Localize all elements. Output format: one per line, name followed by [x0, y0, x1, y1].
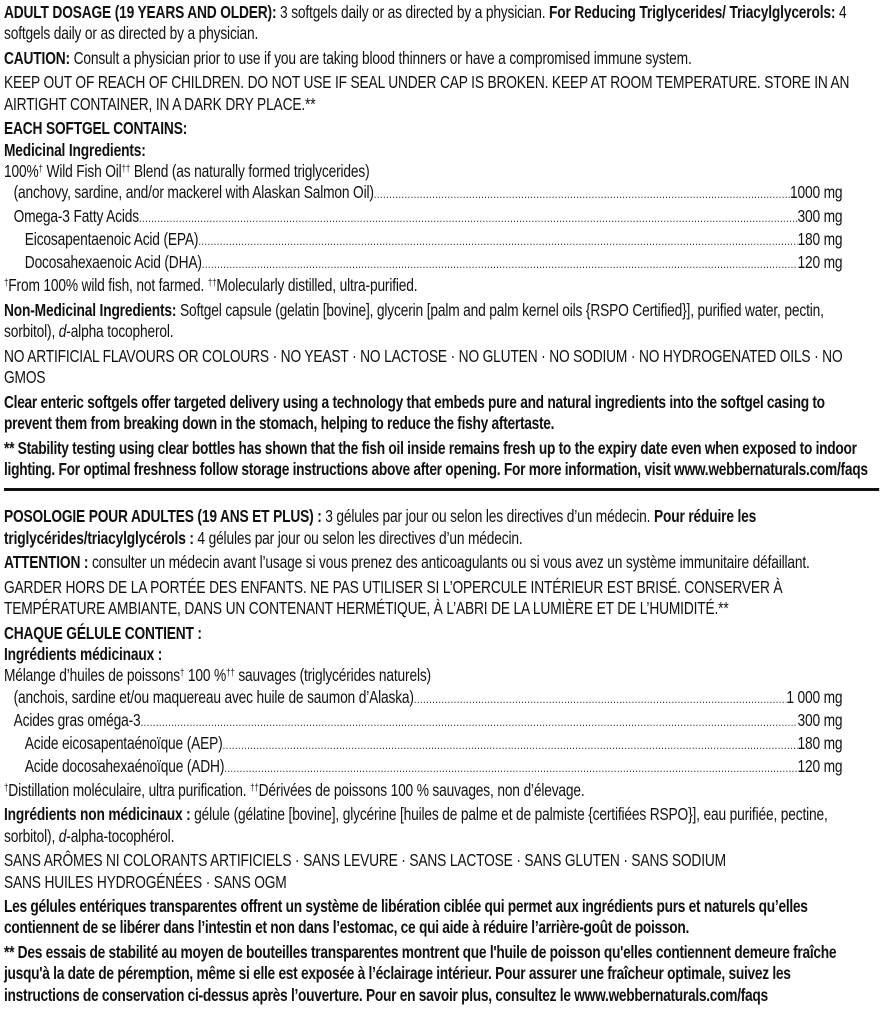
ingredient-amount: 180 mg — [797, 228, 843, 249]
ingredient-label: Docosahexaenoic Acid (DHA) — [24, 252, 202, 273]
non-medicinal-text-fr: gélule (gélatine [bovine], glycérine [huiles de palme et de palmiste {certifiées RSPO}], eau purifiée, pectine, sorbitol), — [4, 804, 828, 846]
double-dagger-mark: †† — [250, 782, 259, 794]
caution-text-fr: consulter un médecin avant l’usage si vous prenez des anticoagulants ou si vous avez un système immunitaire défaillant. — [88, 552, 810, 573]
double-dagger-mark: †† — [207, 278, 217, 290]
footnote-fr — [4, 780, 868, 801]
dagger-mark: † — [38, 163, 43, 175]
caution-label-fr: ATTENTION : — [4, 552, 89, 573]
ingredient-label: (anchois, sardine et/ou maquereau avec huile de saumon d’Alaska) — [13, 686, 414, 707]
non-medicinal-text-end: -alpha tocopherol. — [66, 321, 174, 342]
dagger-mark: † — [179, 668, 185, 680]
non-medicinal-text-end-fr: -alpha-tocophérol. — [66, 825, 175, 846]
non-medicinal-paragraph-fr — [4, 804, 868, 847]
stability-note-fr: ** Des essais de stabilité au moyen de bouteilles transparentes montrent que l'huile de poisson qu'elles contiennent demeure fraîche jusqu'à la date de péremption, même si elle est exposée à l’éclairage intérieur. Pour assurer une fraîcheur optimale, suivez les instructions de conservation ci-dessus après l’ouverture. Pour en savoir plus, consultez le www.webbernaturals.com/faqs — [4, 942, 837, 1005]
dosage-text-fr: 3 gélules par jour ou selon les directives d’un médecin. — [321, 506, 654, 527]
blend-description: sauvages (triglycérides naturels) — [234, 665, 431, 686]
free-from-line-1: SANS ARÔMES NI COLORANTS ARTIFICIELS · SANS LEVURE · SANS LACTOSE · SANS GLUTEN · SANS SODIUM — [4, 850, 726, 871]
non-medicinal-italic-fr: d — [58, 825, 67, 846]
each-softgel-heading-fr: CHAQUE GÉLULE CONTIENT : — [4, 622, 202, 643]
leader-dots — [374, 184, 790, 205]
footnote — [4, 275, 868, 296]
non-medicinal-paragraph — [4, 300, 868, 343]
triglyceride-dosage-label: For Reducing Triglycerides/ Triacylglycerols: — [549, 2, 836, 22]
storage-warning-fr: GARDER HORS DE LA PORTÉE DES ENFANTS. NE PAS UTILISER SI L’OPERCULE INTÉRIEUR EST BRISÉ. CONSERVER À TEMPÉRATURE AMBIANTE, DANS UN CONTENANT HERMÉTIQUE, À L’ABRI DE LA LUMIÈRE ET DE L’HUMIDITÉ.** — [4, 576, 783, 619]
triglyceride-dosage-label-fr: Pour réduire les triglycérides/triacylglycérols : — [4, 506, 757, 548]
ingredient-amount: 120 mg — [797, 252, 843, 273]
blend-line-fr — [4, 665, 842, 686]
ingredient-row — [4, 733, 842, 756]
stability-note: ** Stability testing using clear bottles has shown that the fish oil inside remains fresh up to the expiry date even when exposed to indoor lighting. For optimal freshness follow storage instructions above after opening. For more information, visit www.webbernaturals.com/faqs — [4, 437, 868, 480]
leader-dots — [223, 735, 798, 756]
blend-name: Wild Fish Oil — [42, 160, 122, 181]
free-from-list: NO ARTIFICIAL FLAVOURS OR COLOURS · NO YEAST · NO LACTOSE · NO GLUTEN · NO SODIUM · NO HYDROGENATED OILS · NO GMOS — [4, 345, 843, 388]
leader-dots — [202, 254, 798, 275]
ingredient-label: Eicosapentaenoic Acid (EPA) — [24, 228, 199, 249]
leader-dots — [140, 712, 797, 733]
ingredient-amount: 120 mg — [797, 756, 843, 777]
leader-dots — [139, 208, 798, 229]
triglyceride-dosage-text-fr: 4 gélules par jour ou selon les directives d’un médecin. — [193, 527, 523, 548]
footnote-text: Distillation moléculaire, ultra purification. — [8, 779, 251, 800]
ingredient-row — [4, 206, 842, 229]
each-softgel-heading: EACH SOFTGEL CONTAINS: — [4, 118, 188, 139]
leader-dots — [414, 689, 787, 710]
dosage-label: ADULT DOSAGE (19 YEARS AND OLDER): — [4, 2, 277, 22]
medicinal-ingredients-heading: Medicinal Ingredients: — [4, 139, 146, 160]
triglyceride-dosage-text: 4 softgels daily or as directed by a physician. — [4, 2, 847, 44]
dosage-paragraph-fr — [4, 506, 868, 549]
ingredient-label: Acides gras oméga-3 — [13, 709, 141, 730]
ingredient-amount: 300 mg — [797, 709, 843, 730]
non-medicinal-text: Softgel capsule (gelatin [bovine], glycerin [palm and palm kernel oils {RSPO Certified}], purified water, pectin, sorbitol), — [4, 300, 824, 342]
leader-dots — [198, 231, 797, 252]
caution-label: CAUTION: — [4, 47, 70, 68]
dagger-mark: † — [4, 278, 9, 290]
dosage-label-fr: POSOLOGIE POUR ADULTES (19 ANS ET PLUS) : — [4, 506, 322, 527]
double-dagger-mark: †† — [121, 163, 131, 175]
ingredient-row — [4, 710, 842, 733]
blend-name: Mélange d’huiles de poissons — [4, 665, 180, 686]
ingredient-amount: 1000 mg — [790, 182, 843, 203]
blend-description: Blend (as naturally formed triglycerides) — [130, 160, 370, 181]
section-divider — [4, 488, 879, 491]
footnote-text: Dérivées de poissons 100 % sauvages, non d’élevage. — [258, 779, 585, 800]
blend-percent: 100% — [4, 160, 39, 181]
dosage-text: 3 softgels daily or as directed by a physician. — [276, 2, 550, 22]
double-dagger-mark: †† — [226, 668, 235, 680]
caution-paragraph-fr — [4, 552, 868, 573]
footnote-text: Molecularly distilled, ultra-purified. — [216, 275, 418, 296]
blend-percent: 100 % — [184, 665, 227, 686]
free-from-list-fr — [4, 850, 868, 893]
ingredient-row — [4, 229, 842, 252]
dagger-mark: † — [4, 782, 9, 794]
leader-dots — [224, 758, 797, 779]
ingredient-row — [4, 687, 842, 710]
ingredient-label: Acide eicosapentaénoïque (AEP) — [24, 733, 223, 754]
blend-line — [4, 161, 842, 182]
storage-warning: KEEP OUT OF REACH OF CHILDREN. DO NOT USE IF SEAL UNDER CAP IS BROKEN. KEEP AT ROOM TEMPERATURE. STORE IN AN AIRTIGHT CONTAINER, IN A DARK DRY PLACE.** — [4, 72, 850, 114]
dosage-paragraph — [4, 2, 868, 45]
non-medicinal-label: Non-Medicinal Ingredients: — [4, 300, 177, 321]
footnote-text: From 100% wild fish, not farmed. — [8, 275, 208, 296]
enteric-description-fr: Les gélules entériques transparentes offrent un système de libération ciblée qui permet aux ingrédients purs et naturels qu’elles contiennent de se libérer dans l’intestin et non dans l’estomac, ce qui aide à réduire l’arrière-goût de poisson. — [4, 896, 808, 938]
supplement-label — [4, 2, 868, 1009]
enteric-description: Clear enteric softgels offer targeted delivery using a technology that embeds pure and natural ingredients into the softgel casing to prevent them from breaking down in the stomach, helping to reduce the fishy aftertaste. — [4, 391, 825, 434]
ingredient-amount: 180 mg — [797, 733, 843, 754]
french-section — [4, 506, 868, 1006]
ingredient-label: (anchovy, sardine, and/or mackerel with Alaskan Salmon Oil) — [13, 182, 374, 203]
medicinal-ingredients-heading-fr: Ingrédients médicinaux : — [4, 643, 163, 664]
english-section — [4, 2, 868, 480]
non-medicinal-italic: d — [58, 321, 67, 342]
ingredient-amount: 300 mg — [797, 205, 843, 226]
medicinal-ingredients-list-fr — [4, 665, 842, 779]
caution-paragraph — [4, 48, 868, 69]
non-medicinal-label-fr: Ingrédients non médicinaux : — [4, 804, 191, 825]
ingredient-row — [4, 252, 842, 275]
medicinal-ingredients-list — [4, 161, 842, 275]
ingredient-label: Omega-3 Fatty Acids — [13, 205, 139, 226]
ingredient-label: Acide docosahexaénoïque (ADH) — [24, 756, 225, 777]
caution-text: Consult a physician prior to use if you are taking blood thinners or have a compromised immune system. — [69, 47, 692, 68]
ingredient-amount: 1 000 mg — [786, 686, 843, 707]
ingredient-row — [4, 756, 842, 779]
free-from-line-2: SANS HUILES HYDROGÉNÉES · SANS OGM — [4, 871, 287, 892]
ingredient-row — [4, 182, 842, 205]
